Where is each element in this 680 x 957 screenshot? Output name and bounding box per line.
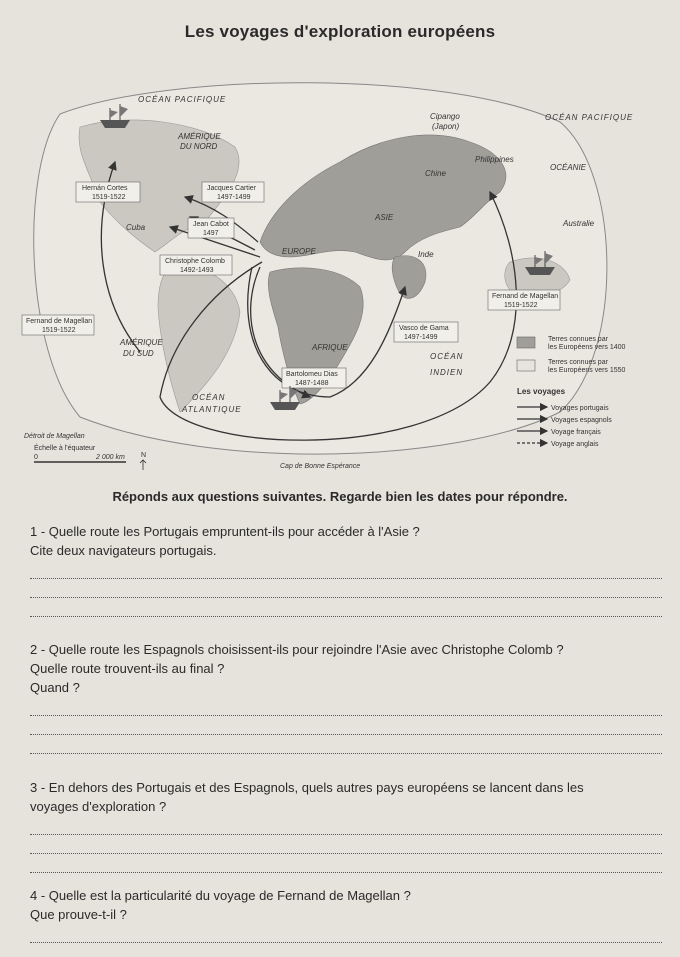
question-2-line-2: Quelle route trouvent-ils au final ? bbox=[30, 661, 225, 676]
question-1 bbox=[30, 522, 670, 617]
svg-text:1519-1522: 1519-1522 bbox=[92, 194, 126, 201]
label-oceania: OCÉANIE bbox=[550, 163, 587, 172]
question-4-line-2: Que prouve-t-il ? bbox=[30, 907, 127, 922]
explorer-magellan-right bbox=[488, 290, 560, 310]
question-1-line-1: 1 - Quelle route les Portugais empruntent-ils pour accéder à l'Asie ? bbox=[30, 524, 420, 539]
svg-text:Fernand de Magellan: Fernand de Magellan bbox=[26, 318, 93, 325]
svg-text:Voyages espagnols: Voyages espagnols bbox=[551, 417, 612, 424]
label-south-america-2: DU SUD bbox=[123, 349, 154, 358]
svg-text:1487-1488: 1487-1488 bbox=[295, 380, 329, 387]
svg-text:Terres connues par: Terres connues par bbox=[548, 336, 608, 343]
svg-text:1497: 1497 bbox=[203, 230, 219, 237]
svg-text:Hernán Cortes: Hernán Cortes bbox=[82, 185, 128, 192]
explorer-cabot bbox=[188, 218, 234, 238]
ocean-indian-1: OCÉAN bbox=[430, 352, 464, 361]
answer-line[interactable] bbox=[30, 716, 662, 735]
svg-text:les Européens vers 1400: les Européens vers 1400 bbox=[548, 344, 626, 351]
svg-text:1497-1499: 1497-1499 bbox=[217, 194, 251, 201]
label-good-hope: Cap de Bonne Espérance bbox=[280, 463, 361, 470]
label-cuba: Cuba bbox=[126, 223, 146, 232]
answer-line[interactable] bbox=[30, 598, 662, 617]
label-china: Chine bbox=[425, 169, 446, 178]
explorer-cartier bbox=[202, 182, 264, 202]
scale-distance: 2 000 km bbox=[96, 454, 125, 461]
north-label: N bbox=[141, 452, 147, 459]
question-4 bbox=[30, 886, 670, 943]
label-north-america-2: DU NORD bbox=[180, 142, 218, 151]
compass-arrow-icon bbox=[140, 460, 146, 470]
svg-text:Fernand de Magellan: Fernand de Magellan bbox=[492, 293, 559, 300]
svg-text:Voyage français: Voyage français bbox=[551, 429, 601, 436]
label-asia: ASIE bbox=[375, 213, 394, 222]
question-3-line-1: 3 - En dehors des Portugais et des Espagnols, quels autres pays européens se lancent dans les bbox=[30, 780, 584, 795]
svg-text:Voyages portugais: Voyages portugais bbox=[551, 405, 609, 412]
answer-line[interactable] bbox=[30, 835, 662, 854]
ocean-pacific-right: OCÉAN PACIFIQUE bbox=[545, 113, 634, 122]
ocean-atlantic-1: OCÉAN bbox=[192, 393, 226, 402]
svg-text:Voyage anglais: Voyage anglais bbox=[551, 441, 599, 448]
label-magellan-strait: Détroit de Magellan bbox=[24, 433, 85, 440]
svg-text:Jean Cabot: Jean Cabot bbox=[193, 221, 229, 228]
question-4-line-1: 4 - Quelle est la particularité du voyage de Fernand de Magellan ? bbox=[30, 888, 411, 903]
question-2-line-1: 2 - Quelle route les Espagnols choisissent-ils pour rejoindre l'Asie avec Christophe Colomb ? bbox=[30, 642, 564, 657]
svg-text:Vasco de Gama: Vasco de Gama bbox=[399, 325, 449, 332]
svg-text:Terres connues par: Terres connues par bbox=[548, 359, 608, 366]
instruction: Réponds aux questions suivantes. Regarde bien les dates pour répondre. bbox=[112, 489, 568, 504]
ocean-indian-2: INDIEN bbox=[430, 368, 464, 377]
answer-line[interactable] bbox=[30, 735, 662, 754]
svg-text:1519-1522: 1519-1522 bbox=[504, 302, 538, 309]
question-3-line-2: voyages d'exploration ? bbox=[30, 799, 167, 814]
answer-line[interactable] bbox=[30, 854, 662, 873]
ocean-atlantic-2: ATLANTIQUE bbox=[182, 405, 242, 414]
question-3 bbox=[30, 778, 670, 873]
svg-text:1519-1522: 1519-1522 bbox=[42, 327, 76, 334]
explorer-magellan-left bbox=[22, 315, 94, 335]
answer-line[interactable] bbox=[30, 816, 662, 835]
answer-line[interactable] bbox=[30, 579, 662, 598]
page-title: Les voyages d'exploration européens bbox=[184, 22, 496, 41]
answer-line[interactable] bbox=[30, 924, 662, 943]
label-europe: EUROPE bbox=[282, 247, 316, 256]
answer-line[interactable] bbox=[30, 697, 662, 716]
svg-text:les Européens vers 1550: les Européens vers 1550 bbox=[548, 367, 626, 374]
question-2 bbox=[30, 640, 670, 754]
label-cipango-2: (Japon) bbox=[432, 122, 460, 131]
exploration-map bbox=[20, 52, 670, 472]
explorer-dias bbox=[282, 368, 346, 388]
scale-zero: 0 bbox=[34, 454, 38, 461]
label-australia: Australie bbox=[563, 219, 595, 228]
question-2-line-3: Quand ? bbox=[30, 680, 80, 695]
question-1-line-2: Cite deux navigateurs portugais. bbox=[30, 543, 217, 558]
label-north-america-1: AMÉRIQUE bbox=[178, 132, 221, 141]
svg-text:Christophe Colomb: Christophe Colomb bbox=[165, 258, 225, 265]
svg-text:1492-1493: 1492-1493 bbox=[180, 267, 214, 274]
svg-text:Jacques Cartier: Jacques Cartier bbox=[207, 185, 257, 192]
svg-text:Les voyages: Les voyages bbox=[517, 387, 566, 396]
explorer-colomb bbox=[160, 255, 232, 275]
scale-label: Échelle à l'équateur bbox=[34, 445, 96, 452]
svg-text:Bartolomeu Dias: Bartolomeu Dias bbox=[286, 371, 338, 378]
ocean-pacific-left: OCÉAN PACIFIQUE bbox=[138, 95, 227, 104]
label-india: Inde bbox=[418, 250, 434, 259]
label-africa: AFRIQUE bbox=[312, 343, 348, 352]
answer-line[interactable] bbox=[30, 560, 662, 579]
label-cipango-1: Cipango bbox=[430, 112, 460, 121]
explorer-gama bbox=[394, 322, 458, 342]
explorer-cortes bbox=[76, 182, 140, 202]
svg-text:1497-1499: 1497-1499 bbox=[404, 334, 438, 341]
label-philippines: Philippines bbox=[475, 155, 514, 164]
label-south-america-1: AMÉRIQUE bbox=[120, 338, 163, 347]
